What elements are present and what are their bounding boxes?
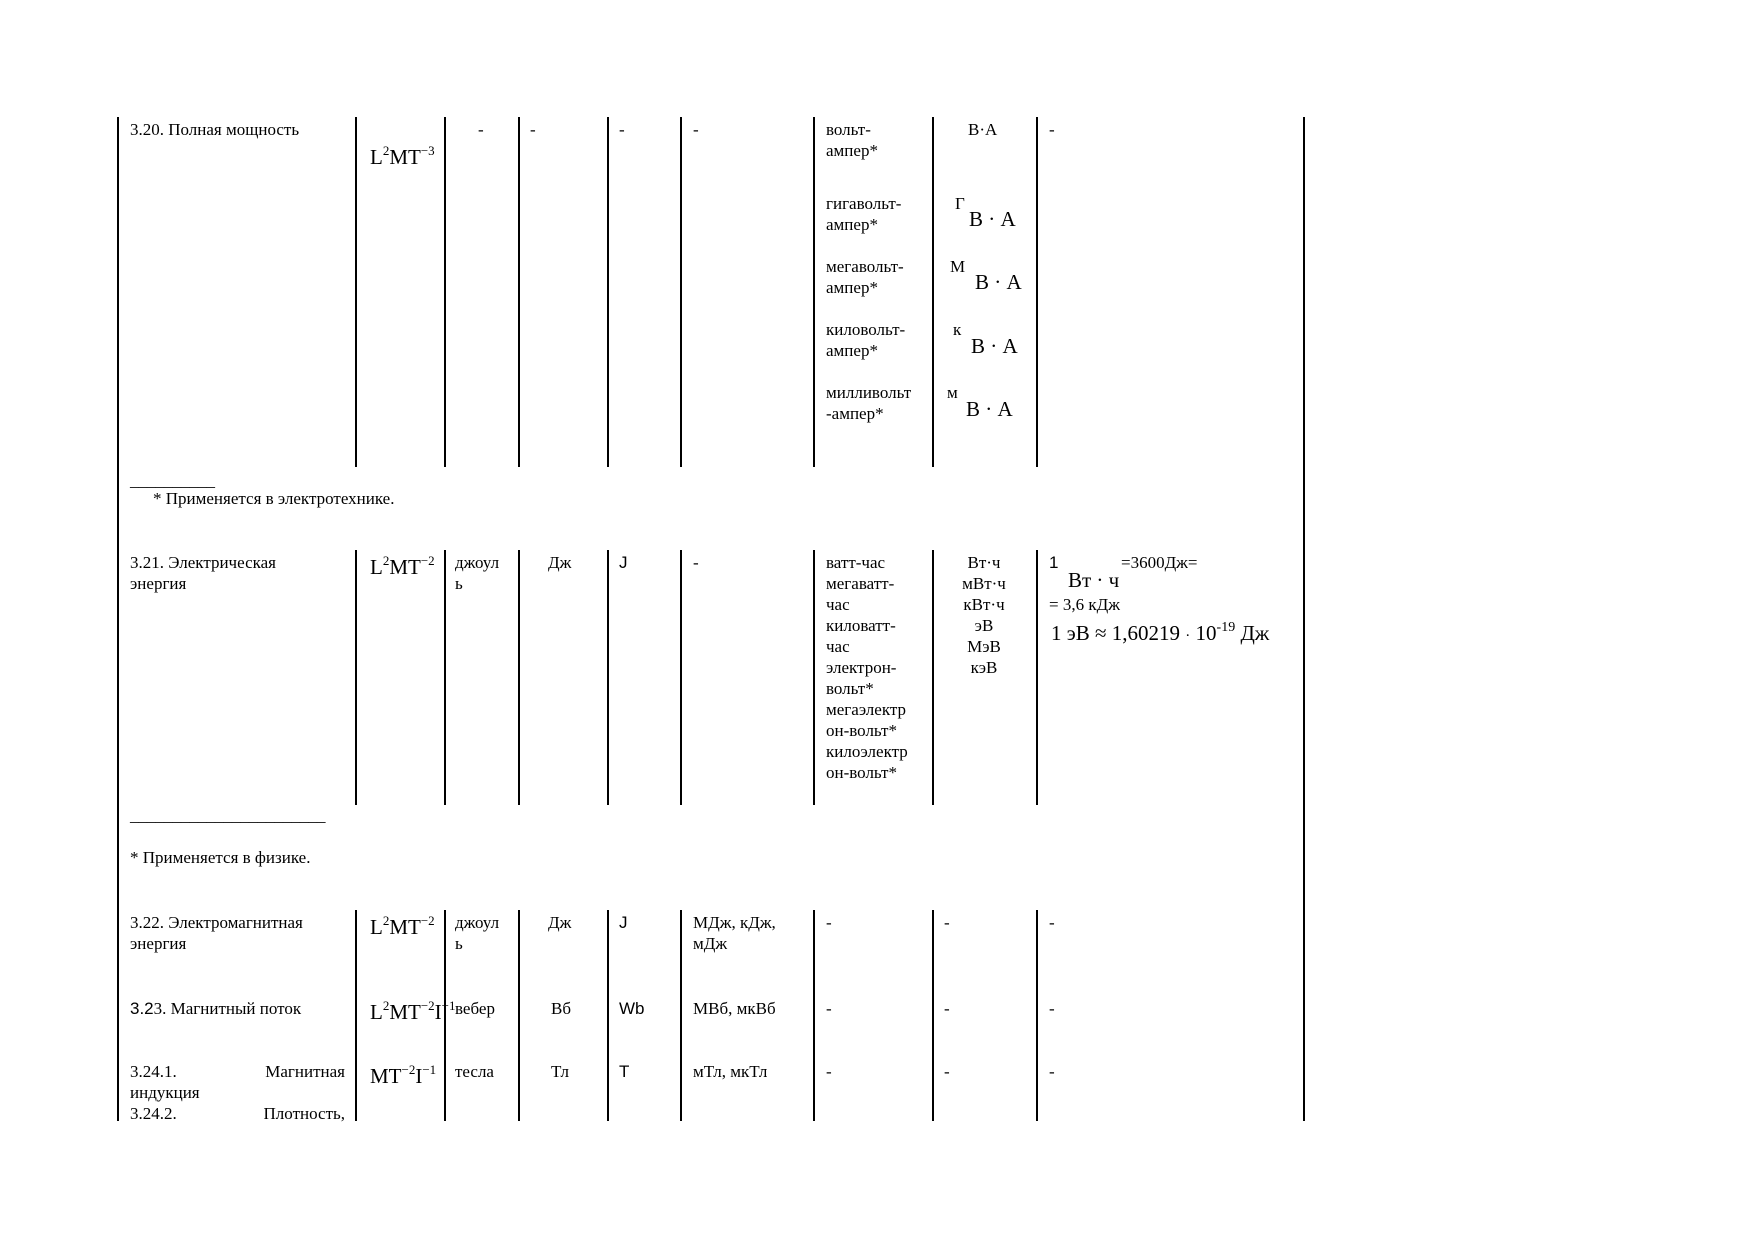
column-divider [813,117,815,467]
row-3-22-name: 3.22. Электромагнитная энергия [130,913,303,953]
table-border-right [1303,117,1305,1121]
row-3-20-nsi-base-4: В · А [971,334,1018,358]
row-3-20-unit: - [478,120,484,139]
row-3-24-2-name: 3.24.2. Плотность, [130,1104,345,1123]
row-3-22-international: J [619,913,628,932]
row-3-23-relation: - [1049,999,1055,1018]
row-3-22-dimension: $L^2MT^{-2}$ [370,913,435,939]
column-divider [355,910,357,1121]
row-3-20-nsi-prefix-3: М [950,257,966,276]
column-divider [1036,117,1038,467]
row-3-21-name: 3.21. Электрическая энергия [130,553,276,593]
column-divider [680,117,682,467]
row-3-20-nsi-prefix-2: Г [955,194,965,213]
column-divider [680,550,682,805]
row-3-20-nsi-base-3: В · А [975,270,1022,294]
row-3-21-dimension: $L^2MT^{-2}$ [370,553,435,579]
footnote-2-text: * Применяется в физике. [130,848,311,867]
row-3-21-relation-1-unit: Вт · ч [1068,568,1120,592]
column-divider [518,910,520,1121]
row-3-24-nsi-symbol: - [944,1062,950,1081]
column-divider [932,910,934,1121]
row-3-20-nsi-5: милливольт -ампер* [826,383,912,423]
row-3-20-nsi-4: киловольт- ампер* [826,320,906,360]
row-3-24-relation: - [1049,1062,1055,1081]
row-3-21-relation-1-number: 1 [1049,553,1059,572]
row-3-23-unit: вебер [455,999,495,1018]
row-3-24-dimension: $MT^{-2}I^{-1}$ [370,1062,437,1088]
column-divider [607,910,609,1121]
row-3-21-unit: джоул ь [455,553,500,593]
column-divider [680,910,682,1121]
row-3-22-nsi: - [826,913,832,932]
row-3-24-unit: тесла [455,1062,494,1081]
footnote-1-line: __________ [130,471,215,490]
row-3-20-nsi-2: гигавольт- ампер* [826,194,902,234]
footnote-2-line: _______________________ [130,806,326,825]
row-3-24-multiples: мТл, мкТл [693,1062,768,1081]
row-3-20-nsi-prefix-5: м [947,383,958,402]
row-3-20-dimension: $L^2MT^{-3}$ [370,143,435,169]
row-3-24-international: T [619,1062,630,1081]
row-3-23-dimension: $L^2MT^{-2}I^{-1}$ [370,998,456,1024]
row-3-20-symbol: - [530,120,536,139]
row-3-21-international: J [619,553,628,572]
column-divider [444,550,446,805]
column-divider [355,117,357,467]
column-divider [518,550,520,805]
table-border-left [117,117,119,1121]
row-3-21-symbol: Дж [548,553,572,572]
row-3-23-nsi: - [826,999,832,1018]
row-3-23-nsi-symbol: - [944,999,950,1018]
row-3-24-1-name-cont: индукция [130,1083,200,1102]
column-divider [607,550,609,805]
row-3-24-symbol: Тл [551,1062,570,1081]
column-divider [1036,910,1038,1121]
row-3-20-multiples: - [693,120,699,139]
row-3-23-symbol: Вб [551,999,571,1018]
row-3-23-international: Wb [619,999,645,1018]
row-3-20-nsi-1: вольт- ампер* [826,120,878,160]
row-3-20-international: - [619,120,625,139]
row-3-23-name: 3.23. Магнитный поток [130,999,302,1018]
column-divider [813,910,815,1121]
footnote-1-text: * Применяется в электротехнике. [153,489,395,508]
column-divider [813,550,815,805]
row-3-22-symbol: Дж [548,913,572,932]
column-divider [932,117,934,467]
column-divider [932,550,934,805]
row-3-22-multiples: МДж, кДж, мДж [693,913,776,953]
row-3-20-name: 3.20. Полная мощность [130,120,300,139]
column-divider [355,550,357,805]
row-3-20-nsi-base-5: В · А [966,397,1013,421]
row-3-22-unit: джоул ь [455,913,500,953]
row-3-24-nsi: - [826,1062,832,1081]
row-3-21-relation-1-eq: =3600Дж= [1121,553,1198,572]
column-divider [1036,550,1038,805]
row-3-21-relation-3: 1 эВ ≈ $1,60219 \cdot 10^{-19}$ Дж [1051,620,1270,645]
row-3-20-nsi-prefix-4: к [953,320,962,339]
row-3-20-nsi-sym-1: В·А [968,120,998,139]
row-3-20-relation: - [1049,120,1055,139]
row-3-22-relation: - [1049,913,1055,932]
row-3-21-multiples: - [693,553,699,572]
column-divider [518,117,520,467]
column-divider [444,117,446,467]
row-3-24-1-name: 3.24.1. Магнитная [130,1062,345,1081]
row-3-21-nsi-symbols: Вт·ч мВт·ч кВт·ч эВ МэВ кэВ [962,553,1006,677]
row-3-21-relation-2: = 3,6 кДж [1049,595,1120,614]
row-3-22-nsi-symbol: - [944,913,950,932]
row-3-23-multiples: МВб, мкВб [693,999,776,1018]
row-3-20-nsi-3: мегавольт- ампер* [826,257,904,297]
row-3-21-nsi-names: ватт-час мегаватт- час киловатт- час электрон- вольт* мегаэлектр он-вольт* килоэлектр он-вольт* [826,553,908,782]
row-3-20-nsi-base-2: В · А [969,207,1016,231]
column-divider [607,117,609,467]
